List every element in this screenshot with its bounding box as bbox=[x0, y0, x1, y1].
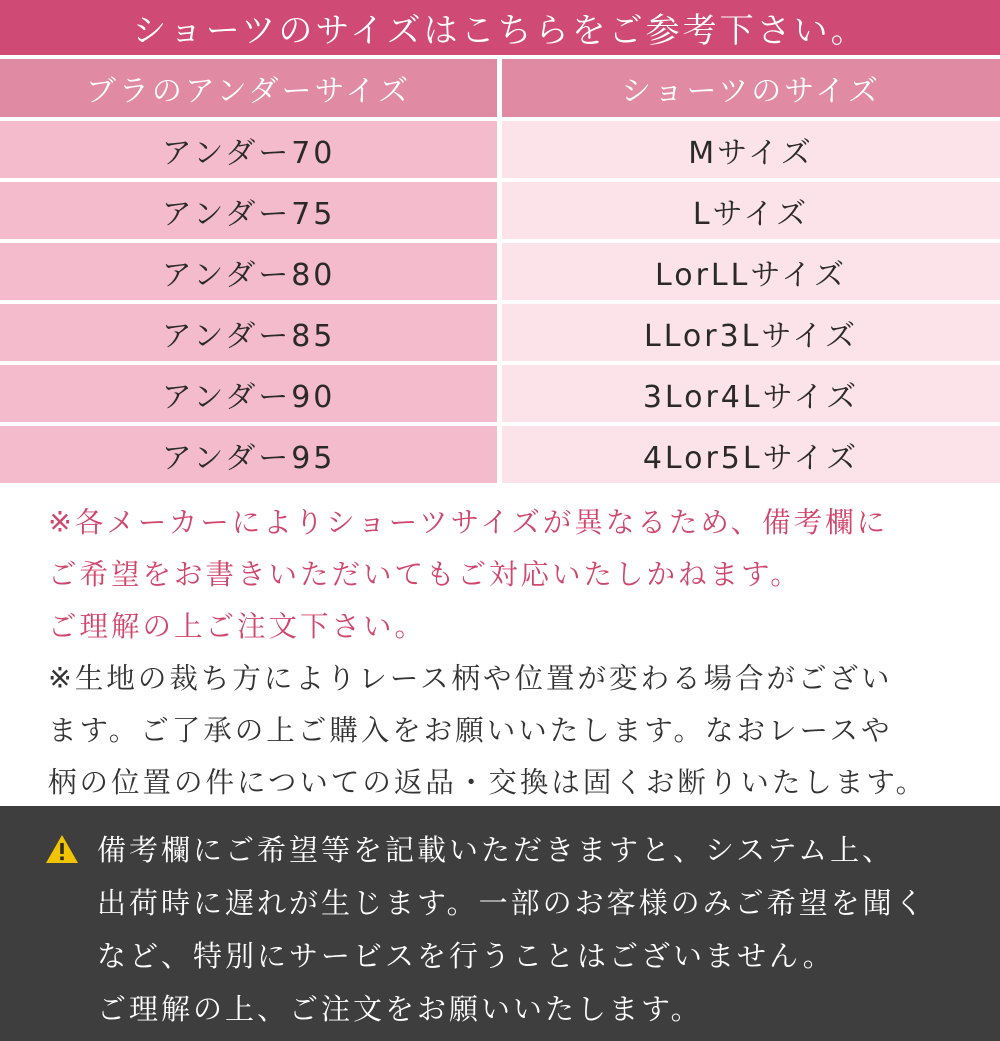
notes-section bbox=[48, 497, 978, 809]
table-row bbox=[0, 121, 1000, 178]
maker-size-note: ※各メーカーによりショーツサイズが異なるため、備考欄に bbox=[48, 506, 889, 539]
band-size-cell: アンダー90 bbox=[0, 365, 497, 422]
shorts-size-cell: Lサイズ bbox=[502, 182, 1000, 239]
warning-line: など、特別にサービスを行うことはございません。 bbox=[97, 939, 835, 973]
band-size-cell: アンダー85 bbox=[0, 304, 497, 361]
shorts-size-cell: LorLLサイズ bbox=[502, 243, 1000, 300]
page-title: ショーツのサイズはこちらをご参考下さい。 bbox=[0, 0, 1000, 55]
maker-size-note: ご希望をお書きいただいてもご対応いたしかねます。 bbox=[48, 558, 802, 591]
warning-icon bbox=[45, 834, 79, 864]
band-size-cell: アンダー80 bbox=[0, 243, 497, 300]
lace-pattern-note: ※生地の裁ち方によりレース柄や位置が変わる場合がござい bbox=[48, 662, 893, 695]
size-table bbox=[0, 59, 1000, 487]
shorts-size-cell: 3Lor4Lサイズ bbox=[502, 365, 1000, 422]
table-row bbox=[0, 182, 1000, 239]
band-size-cell: アンダー95 bbox=[0, 426, 497, 483]
band-size-cell: アンダー75 bbox=[0, 182, 497, 239]
shorts-size-cell: Mサイズ bbox=[502, 121, 1000, 178]
warning-line: 備考欄にご希望等を記載いただきますと、システム上、 bbox=[97, 833, 895, 867]
shorts-size-cell: LLor3Lサイズ bbox=[502, 304, 1000, 361]
warning-line: 出荷時に遅れが生じます。一部のお客様のみご希望を聞く bbox=[97, 886, 927, 920]
warning-line: ご理解の上、ご注文をお願いいたします。 bbox=[97, 992, 703, 1026]
table-header-row bbox=[0, 59, 1000, 117]
header-shorts-size: ショーツのサイズ bbox=[502, 59, 1000, 117]
lace-pattern-note: ます。ご了承の上ご購入をお願いいたします。なおレースや bbox=[48, 714, 893, 747]
table-row bbox=[0, 243, 1000, 300]
lace-pattern-note: 柄の位置の件についての返品・交換は固くお断りいたします。 bbox=[48, 766, 928, 799]
header-band-size: ブラのアンダーサイズ bbox=[0, 59, 497, 117]
band-size-cell: アンダー70 bbox=[0, 121, 497, 178]
table-row bbox=[0, 304, 1000, 361]
table-row bbox=[0, 365, 1000, 422]
shorts-size-cell: 4Lor5Lサイズ bbox=[502, 426, 1000, 483]
warning-message bbox=[97, 824, 987, 1036]
maker-size-note: ご理解の上ご注文下さい。 bbox=[48, 610, 427, 643]
table-row bbox=[0, 426, 1000, 483]
